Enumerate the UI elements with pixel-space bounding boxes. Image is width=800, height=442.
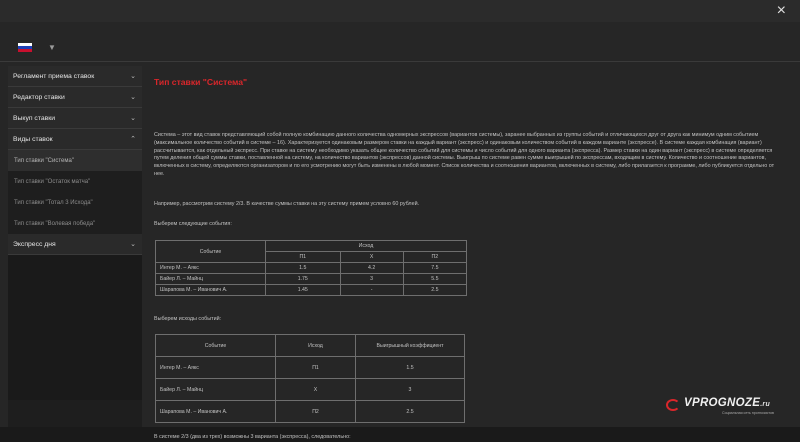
sidebar-item-label: Экспресс дня xyxy=(13,240,56,248)
event-cell: Шарапова М. – Иванович А. xyxy=(156,285,266,296)
outcomes-table xyxy=(155,334,465,423)
close-icon[interactable]: × xyxy=(776,2,786,19)
odds-cell: 4.2 xyxy=(340,263,403,274)
table-row xyxy=(156,379,465,401)
odds-cell: 1.5 xyxy=(266,263,341,274)
sidebar-item-bet-types[interactable] xyxy=(8,129,142,150)
chevron-down-icon: ⌄ xyxy=(130,73,136,80)
sidebar-item-label: Виды ставок xyxy=(13,135,53,143)
event-cell: Интер М. – Аякс xyxy=(156,357,276,379)
table-header-outcome: Исход xyxy=(276,335,356,357)
table-header-event: Событие xyxy=(156,241,266,263)
table-header-p2: П2 xyxy=(403,252,466,263)
sidebar-item-reglament[interactable] xyxy=(8,66,142,87)
outcome-cell: Х xyxy=(276,379,356,401)
chevron-up-icon: ⌃ xyxy=(130,136,136,143)
sidebar-subitem-match-remainder[interactable]: Тип ставки "Остаток матча" xyxy=(8,171,142,192)
chevron-down-icon: ▼ xyxy=(48,42,56,52)
sidebar-item-label: Регламент приема ставок xyxy=(13,72,95,80)
outcomes-caption: Выберем исходы событий: xyxy=(154,316,222,322)
odds-cell: 1.45 xyxy=(266,285,341,296)
coefficient-cell: 1.5 xyxy=(356,357,465,379)
table-header-event: Событие xyxy=(156,335,276,357)
russia-flag-icon xyxy=(18,43,32,52)
sidebar-subitem-total-3-outcomes[interactable]: Тип ставки "Тотал 3 Исхода" xyxy=(8,192,142,213)
sidebar xyxy=(8,66,142,427)
event-cell: Байер Л. – Майнц xyxy=(156,379,276,401)
vprognoze-logo xyxy=(662,397,792,419)
sidebar-subitem-strong-willed-win[interactable]: Тип ставки "Волевая победа" xyxy=(8,213,142,234)
event-cell: Шарапова М. – Иванович А. xyxy=(156,401,276,423)
logo-tld: .ru xyxy=(760,401,771,408)
table-header-coefficient: Выигрышный коэффициент xyxy=(356,335,465,357)
odds-cell: 2.5 xyxy=(403,285,466,296)
odds-cell: 1.75 xyxy=(266,274,341,285)
intro-paragraph: Система – этот вид ставок представляющий собой полную комбинацию данного количества одномерных экспрессов (вариантов системы), заранее выбранных из группы событий и отличающихся друг от друга как минимум одним событием (максимальное количество событий в системе – 16). Характеризуется одинаковым размером ставки на каждый вариант (экспресс) и одинаковым количеством событий в каждом варианте (экспрессе). В системе каждая комбинация (вариант) рассчитывается, как отдельный экспресс. При ставке на систему необходимо указать общее количество событий для системы и число событий для одного варианта (экспресса). Размер ставки на один вариант (экспресс) в системе определяется путем деления общей суммы ставки, поставленной на систему, на количество вариантов (экспрессов) данной системы. Выигрыш по системе равен сумме выигрышей по экспрессам, входящим в систему. Количество и соотношение вариантов, включенных в систему, определяются организатором и по его усмотрению могут быть изменены в любой момент. Список количества и соотношения вариантов, включенных в систему, либо прилагается к программе, либо публикуется отдельно от нее. xyxy=(154,132,775,177)
chevron-down-icon: ⌄ xyxy=(130,241,136,248)
top-bar xyxy=(0,0,800,22)
page-title: Тип ставки "Система" xyxy=(154,77,248,87)
language-selector[interactable] xyxy=(18,38,72,56)
logo-text xyxy=(684,397,770,409)
chevron-down-icon: ⌄ xyxy=(130,115,136,122)
table-row xyxy=(156,274,467,285)
coefficient-cell: 2.5 xyxy=(356,401,465,423)
rules-modal xyxy=(0,22,800,440)
sidebar-item-cashout[interactable] xyxy=(8,108,142,129)
example-paragraph: Например, рассмотрим систему 2/3. В качестве суммы ставки на эту систему примем условно 60 рублей. xyxy=(154,201,420,207)
logo-tagline: Социальная сеть прогнозистов xyxy=(722,411,774,415)
table-row xyxy=(156,285,467,296)
event-cell: Байер Л. – Майнц xyxy=(156,274,266,285)
language-bar xyxy=(0,32,800,62)
coefficient-cell: 3 xyxy=(356,379,465,401)
sidebar-item-label: Редактор ставки xyxy=(13,93,65,101)
event-cell: Интер М. – Аякс xyxy=(156,263,266,274)
odds-cell: 3 xyxy=(340,274,403,285)
sidebar-item-bet-editor[interactable] xyxy=(8,87,142,108)
table-row xyxy=(156,263,467,274)
events-table xyxy=(155,240,467,296)
table-header-x: Х xyxy=(340,252,403,263)
table-header-outcome: Исход xyxy=(266,241,467,252)
article-content xyxy=(146,66,786,440)
sidebar-empty-area xyxy=(8,255,142,400)
odds-cell: 5.5 xyxy=(403,274,466,285)
logo-name: VPROGNOZE xyxy=(684,397,761,409)
sidebar-item-label: Выкуп ставки xyxy=(13,114,56,122)
table-row xyxy=(156,401,465,423)
sidebar-subitem-system[interactable]: Тип ставки "Система" xyxy=(8,150,142,171)
chevron-down-icon: ⌄ xyxy=(130,94,136,101)
logo-mark-icon xyxy=(666,399,680,411)
conclusion-paragraph: В системе 2/3 (два из трех) возможны 3 варианта (экспресса), следовательно: xyxy=(154,434,351,440)
table-row xyxy=(156,357,465,379)
outcome-cell: П1 xyxy=(276,357,356,379)
outcome-cell: П2 xyxy=(276,401,356,423)
odds-cell: 7.5 xyxy=(403,263,466,274)
sidebar-item-express-of-day[interactable] xyxy=(8,234,142,255)
events-caption: Выберем следующие события: xyxy=(154,221,232,227)
odds-cell: - xyxy=(340,285,403,296)
table-header-p1: П1 xyxy=(266,252,341,263)
